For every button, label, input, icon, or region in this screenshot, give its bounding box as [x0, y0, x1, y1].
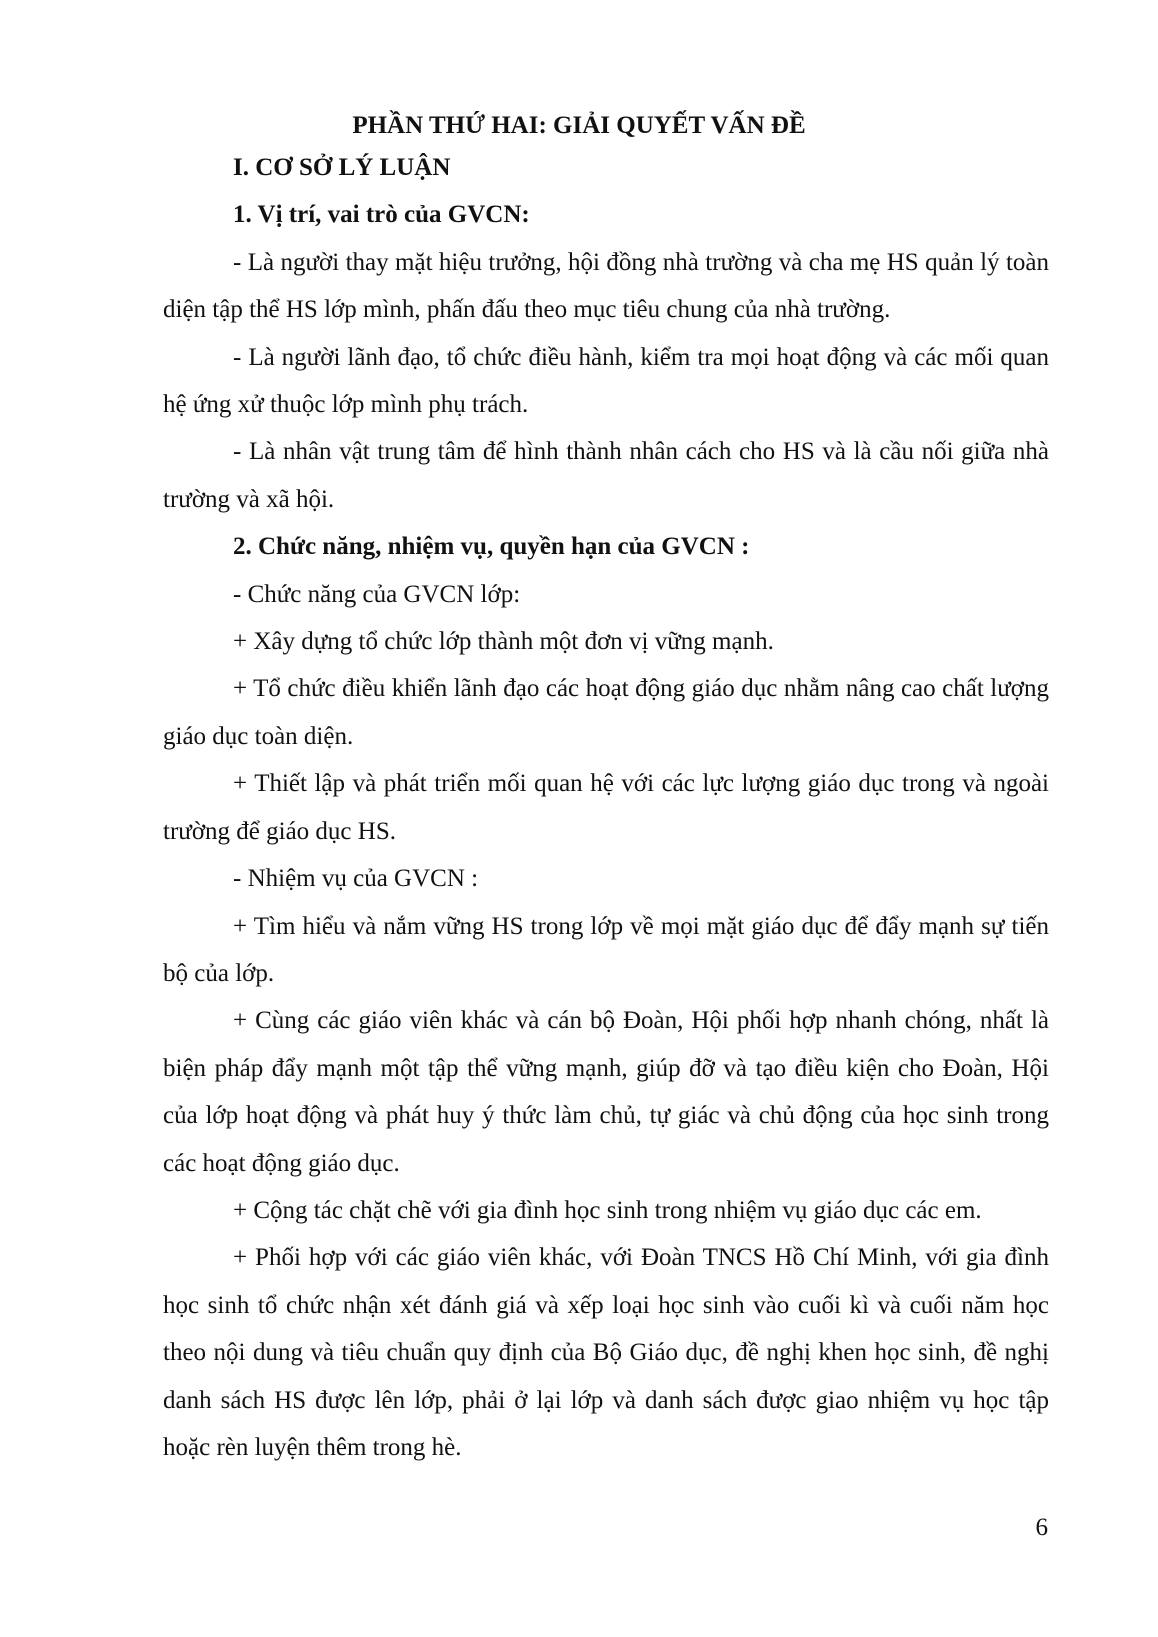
subsection-2-heading: 2. Chức năng, nhiệm vụ, quyền hạn của GVCN : [233, 533, 750, 561]
section-heading: I. CƠ SỞ LÝ LUẬN [233, 154, 451, 181]
list-item: + Tổ chức điều khiển lãnh đạo các hoạt động giáo dục nhằm nâng cao chất lượng giáo dục toàn diện. [163, 675, 1049, 750]
paragraph: - Là người lãnh đạo, tổ chức điều hành, kiểm tra mọi hoạt động và các mối quan hệ ứng xử thuộc lớp mình phụ trách. [163, 343, 1049, 419]
list-item: + Cộng tác chặt chẽ với gia đình học sinh trong nhiệm vụ giáo dục các em. [233, 1196, 982, 1224]
functions-label: - Chức năng của GVCN lớp: [233, 580, 521, 608]
paragraph: - Là nhân vật trung tâm để hình thành nhân cách cho HS và là cầu nối giữa nhà trường và xã hội. [163, 438, 1049, 513]
list-item: + Xây dựng tổ chức lớp thành một đơn vị vững mạnh. [233, 628, 774, 656]
page-number: 6 [1035, 1514, 1048, 1541]
list-item: + Thiết lập và phát triển mối quan hệ với các lực lượng giáo dục trong và ngoài trường để giáo dục HS. [163, 770, 1049, 845]
list-item: + Tìm hiểu và nắm vững HS trong lớp về mọi mặt giáo dục để đẩy mạnh sự tiến bộ của lớp. [163, 912, 1049, 987]
list-item: + Cùng các giáo viên khác và cán bộ Đoàn, Hội phối hợp nhanh chóng, nhất là biện pháp đẩy mạnh một tập thể vững mạnh, giúp đỡ và tạo điều kiện cho Đoàn, Hội của lớp hoạt động và phát huy ý thức làm chủ, tự giác và chủ động của học sinh trong các hoạt động giáo dục. [163, 1007, 1049, 1177]
document-title: PHẦN THỨ HAI: GIẢI QUYẾT VẤN ĐỀ [352, 112, 806, 139]
paragraph: - Là người thay mặt hiệu trưởng, hội đồng nhà trường và cha mẹ HS quản lý toàn diện tập thể HS lớp mình, phấn đấu theo mục tiêu chung của nhà trường. [163, 248, 1049, 324]
duties-label: - Nhiệm vụ của GVCN : [233, 865, 479, 893]
document-body [163, 144, 1049, 1471]
list-item: + Phối hợp với các giáo viên khác, với Đoàn TNCS Hồ Chí Minh, với gia đình học sinh tổ chức nhận xét đánh giá và xếp loại học sinh vào cuối kì và cuối năm học theo nội dung và tiêu chuẩn quy định của Bộ Giáo dục, đề nghị khen học sinh, đề nghị danh sách HS được lên lớp, phải ở lại lớp và danh sách được giao nhiệm vụ học tập hoặc rèn luyện thêm trong hè. [163, 1244, 1049, 1461]
subsection-1-heading: 1. Vị trí, vai trò của GVCN: [233, 201, 530, 229]
